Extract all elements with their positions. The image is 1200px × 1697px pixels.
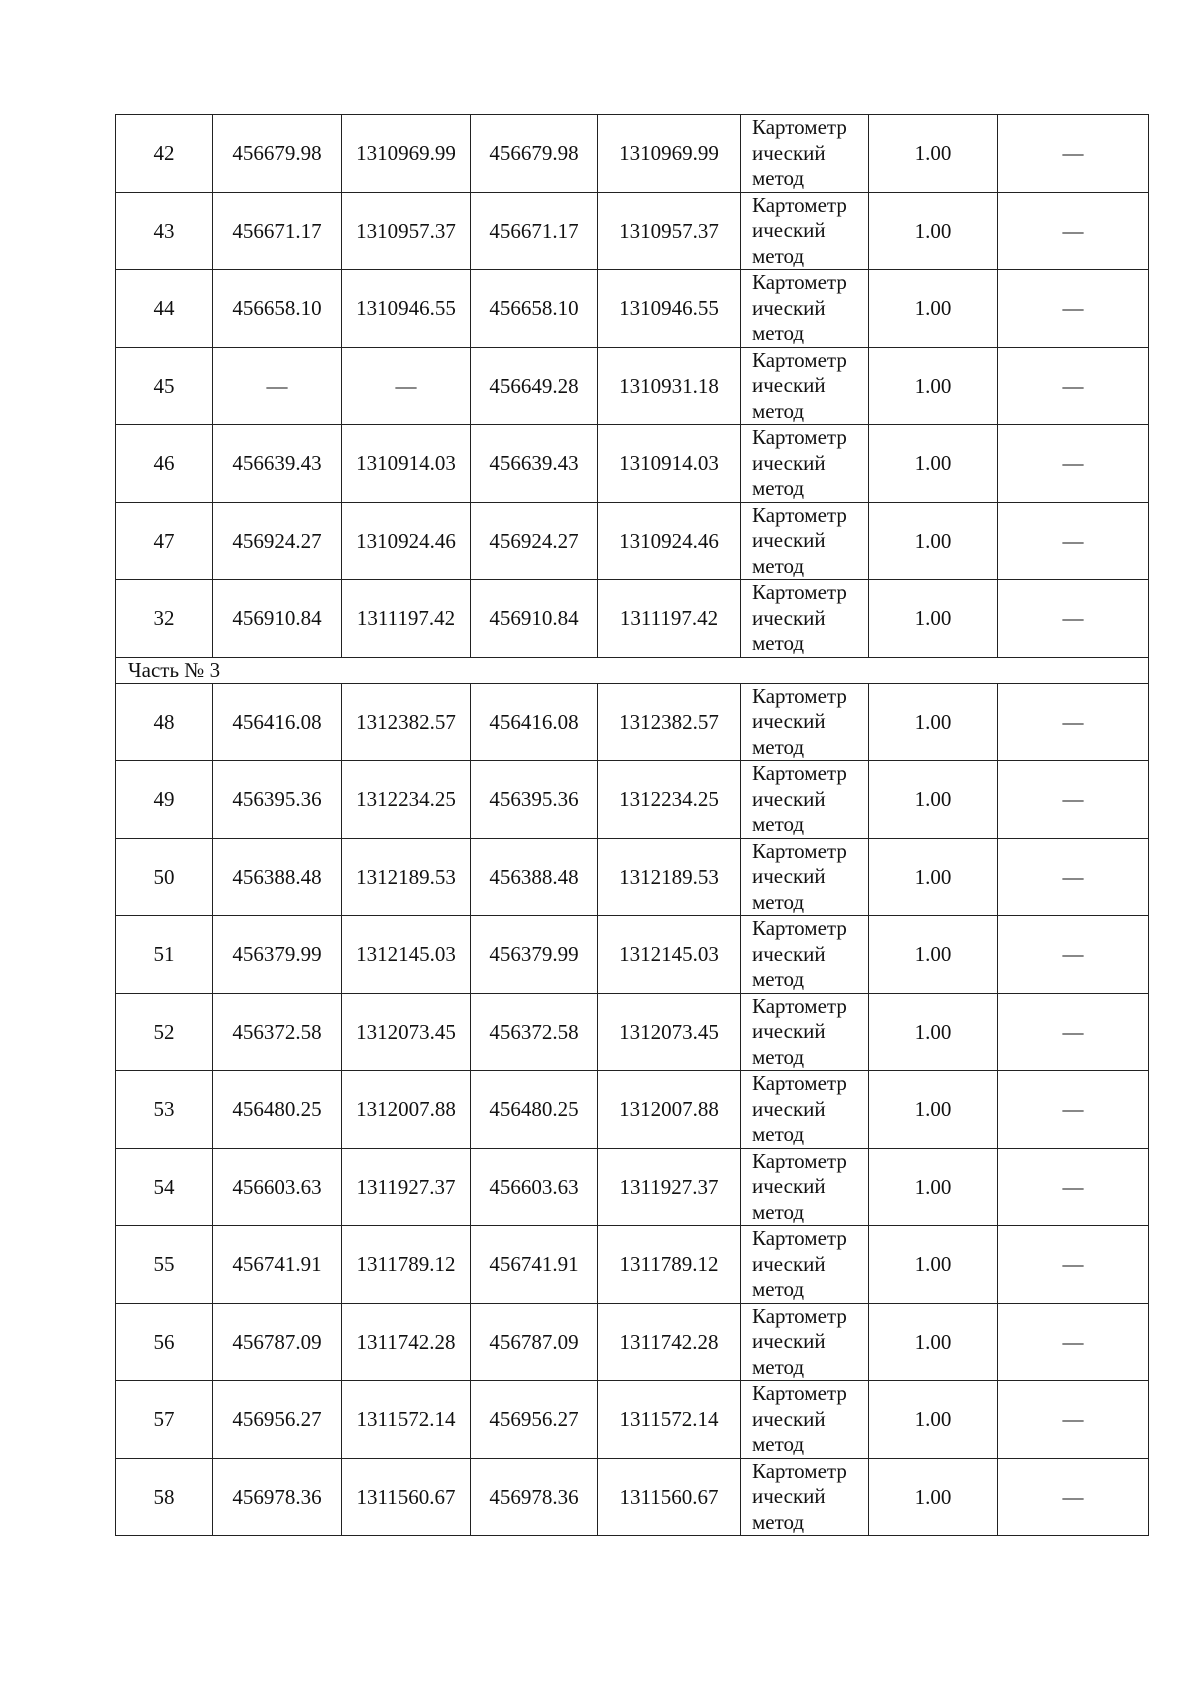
note-cell: — xyxy=(998,192,1149,270)
method-cell: Картометр ический метод xyxy=(741,683,869,761)
y-new-cell: 1312073.45 xyxy=(598,993,741,1071)
y-existing-cell: 1312145.03 xyxy=(342,916,471,994)
accuracy-cell: 1.00 xyxy=(869,683,998,761)
method-cell: Картометр ический метод xyxy=(741,916,869,994)
y-new-cell: 1312189.53 xyxy=(598,838,741,916)
y-existing-cell: 1310969.99 xyxy=(342,115,471,193)
table-row xyxy=(116,192,1149,270)
x-existing-cell: — xyxy=(213,347,342,425)
table-row xyxy=(116,1303,1149,1381)
x-new-cell: 456639.43 xyxy=(471,425,598,503)
point-number-cell: 56 xyxy=(116,1303,213,1381)
accuracy-cell: 1.00 xyxy=(869,425,998,503)
x-existing-cell: 456379.99 xyxy=(213,916,342,994)
y-existing-cell: 1312382.57 xyxy=(342,683,471,761)
method-cell: Картометр ический метод xyxy=(741,1226,869,1304)
x-new-cell: 456603.63 xyxy=(471,1148,598,1226)
x-new-cell: 456372.58 xyxy=(471,993,598,1071)
point-number-cell: 49 xyxy=(116,761,213,839)
y-new-cell: 1311927.37 xyxy=(598,1148,741,1226)
y-existing-cell: 1311927.37 xyxy=(342,1148,471,1226)
accuracy-cell: 1.00 xyxy=(869,1381,998,1459)
x-new-cell: 456416.08 xyxy=(471,683,598,761)
note-cell: — xyxy=(998,1148,1149,1226)
accuracy-cell: 1.00 xyxy=(869,502,998,580)
x-new-cell: 456671.17 xyxy=(471,192,598,270)
y-existing-cell: 1310924.46 xyxy=(342,502,471,580)
x-new-cell: 456956.27 xyxy=(471,1381,598,1459)
note-cell: — xyxy=(998,916,1149,994)
y-existing-cell: 1310957.37 xyxy=(342,192,471,270)
x-existing-cell: 456978.36 xyxy=(213,1458,342,1536)
x-existing-cell: 456671.17 xyxy=(213,192,342,270)
x-new-cell: 456910.84 xyxy=(471,580,598,658)
method-cell: Картометр ический метод xyxy=(741,1458,869,1536)
table-row xyxy=(116,425,1149,503)
method-cell: Картометр ический метод xyxy=(741,761,869,839)
accuracy-cell: 1.00 xyxy=(869,1226,998,1304)
note-cell: — xyxy=(998,1381,1149,1459)
accuracy-cell: 1.00 xyxy=(869,1071,998,1149)
table-body-part-a xyxy=(116,115,1149,658)
accuracy-cell: 1.00 xyxy=(869,192,998,270)
y-new-cell: 1311197.42 xyxy=(598,580,741,658)
method-cell: Картометр ический метод xyxy=(741,1381,869,1459)
x-new-cell: 456649.28 xyxy=(471,347,598,425)
note-cell: — xyxy=(998,993,1149,1071)
point-number-cell: 54 xyxy=(116,1148,213,1226)
x-new-cell: 456924.27 xyxy=(471,502,598,580)
x-existing-cell: 456910.84 xyxy=(213,580,342,658)
note-cell: — xyxy=(998,1071,1149,1149)
y-new-cell: 1312007.88 xyxy=(598,1071,741,1149)
note-cell: — xyxy=(998,580,1149,658)
x-existing-cell: 456603.63 xyxy=(213,1148,342,1226)
x-existing-cell: 456372.58 xyxy=(213,993,342,1071)
y-new-cell: 1310957.37 xyxy=(598,192,741,270)
x-new-cell: 456787.09 xyxy=(471,1303,598,1381)
x-new-cell: 456388.48 xyxy=(471,838,598,916)
method-cell: Картометр ический метод xyxy=(741,115,869,193)
method-cell: Картометр ический метод xyxy=(741,838,869,916)
y-existing-cell: 1312189.53 xyxy=(342,838,471,916)
method-cell: Картометр ический метод xyxy=(741,502,869,580)
method-cell: Картометр ический метод xyxy=(741,270,869,348)
x-existing-cell: 456639.43 xyxy=(213,425,342,503)
point-number-cell: 58 xyxy=(116,1458,213,1536)
y-existing-cell: 1312007.88 xyxy=(342,1071,471,1149)
x-existing-cell: 456388.48 xyxy=(213,838,342,916)
x-existing-cell: 456480.25 xyxy=(213,1071,342,1149)
method-cell: Картометр ический метод xyxy=(741,580,869,658)
method-cell: Картометр ический метод xyxy=(741,425,869,503)
x-existing-cell: 456787.09 xyxy=(213,1303,342,1381)
table-row xyxy=(116,683,1149,761)
table-row xyxy=(116,270,1149,348)
accuracy-cell: 1.00 xyxy=(869,993,998,1071)
note-cell: — xyxy=(998,115,1149,193)
note-cell: — xyxy=(998,761,1149,839)
y-new-cell: 1310946.55 xyxy=(598,270,741,348)
x-new-cell: 456741.91 xyxy=(471,1226,598,1304)
method-cell: Картометр ический метод xyxy=(741,1071,869,1149)
x-existing-cell: 456416.08 xyxy=(213,683,342,761)
table-row xyxy=(116,580,1149,658)
table-row xyxy=(116,115,1149,193)
x-existing-cell: 456395.36 xyxy=(213,761,342,839)
note-cell: — xyxy=(998,838,1149,916)
x-existing-cell: 456741.91 xyxy=(213,1226,342,1304)
point-number-cell: 52 xyxy=(116,993,213,1071)
point-number-cell: 55 xyxy=(116,1226,213,1304)
y-existing-cell: 1312073.45 xyxy=(342,993,471,1071)
table-body-part-b xyxy=(116,683,1149,1536)
section-row xyxy=(116,657,1149,683)
point-number-cell: 48 xyxy=(116,683,213,761)
point-number-cell: 47 xyxy=(116,502,213,580)
y-new-cell: 1312145.03 xyxy=(598,916,741,994)
table-row xyxy=(116,838,1149,916)
note-cell: — xyxy=(998,1458,1149,1536)
x-existing-cell: 456658.10 xyxy=(213,270,342,348)
point-number-cell: 46 xyxy=(116,425,213,503)
y-new-cell: 1312234.25 xyxy=(598,761,741,839)
point-number-cell: 57 xyxy=(116,1381,213,1459)
x-new-cell: 456379.99 xyxy=(471,916,598,994)
method-cell: Картометр ический метод xyxy=(741,347,869,425)
y-existing-cell: 1311560.67 xyxy=(342,1458,471,1536)
point-number-cell: 45 xyxy=(116,347,213,425)
y-new-cell: 1310914.03 xyxy=(598,425,741,503)
method-cell: Картометр ический метод xyxy=(741,993,869,1071)
point-number-cell: 44 xyxy=(116,270,213,348)
y-existing-cell: 1312234.25 xyxy=(342,761,471,839)
y-existing-cell: 1311742.28 xyxy=(342,1303,471,1381)
accuracy-cell: 1.00 xyxy=(869,838,998,916)
note-cell: — xyxy=(998,683,1149,761)
point-number-cell: 51 xyxy=(116,916,213,994)
y-new-cell: 1310924.46 xyxy=(598,502,741,580)
accuracy-cell: 1.00 xyxy=(869,115,998,193)
note-cell: — xyxy=(998,425,1149,503)
table-row xyxy=(116,916,1149,994)
table-row xyxy=(116,993,1149,1071)
accuracy-cell: 1.00 xyxy=(869,270,998,348)
table-row xyxy=(116,347,1149,425)
y-new-cell: 1311742.28 xyxy=(598,1303,741,1381)
y-new-cell: 1310969.99 xyxy=(598,115,741,193)
x-new-cell: 456978.36 xyxy=(471,1458,598,1536)
method-cell: Картометр ический метод xyxy=(741,1303,869,1381)
table-row xyxy=(116,1458,1149,1536)
point-number-cell: 42 xyxy=(116,115,213,193)
table-row xyxy=(116,1381,1149,1459)
accuracy-cell: 1.00 xyxy=(869,761,998,839)
method-cell: Картометр ический метод xyxy=(741,192,869,270)
table-section-part-3 xyxy=(116,657,1149,683)
y-existing-cell: 1310914.03 xyxy=(342,425,471,503)
accuracy-cell: 1.00 xyxy=(869,916,998,994)
y-new-cell: 1311789.12 xyxy=(598,1226,741,1304)
x-new-cell: 456679.98 xyxy=(471,115,598,193)
point-number-cell: 32 xyxy=(116,580,213,658)
x-new-cell: 456395.36 xyxy=(471,761,598,839)
table-row xyxy=(116,1148,1149,1226)
y-new-cell: 1311560.67 xyxy=(598,1458,741,1536)
y-new-cell: 1311572.14 xyxy=(598,1381,741,1459)
x-existing-cell: 456956.27 xyxy=(213,1381,342,1459)
x-new-cell: 456658.10 xyxy=(471,270,598,348)
y-new-cell: 1312382.57 xyxy=(598,683,741,761)
table-row xyxy=(116,502,1149,580)
note-cell: — xyxy=(998,270,1149,348)
accuracy-cell: 1.00 xyxy=(869,1458,998,1536)
note-cell: — xyxy=(998,1226,1149,1304)
method-cell: Картометр ический метод xyxy=(741,1148,869,1226)
y-new-cell: 1310931.18 xyxy=(598,347,741,425)
table-row xyxy=(116,1071,1149,1149)
x-existing-cell: 456679.98 xyxy=(213,115,342,193)
accuracy-cell: 1.00 xyxy=(869,1303,998,1381)
note-cell: — xyxy=(998,502,1149,580)
y-existing-cell: 1311572.14 xyxy=(342,1381,471,1459)
accuracy-cell: 1.00 xyxy=(869,580,998,658)
table-row xyxy=(116,761,1149,839)
y-existing-cell: 1311789.12 xyxy=(342,1226,471,1304)
x-new-cell: 456480.25 xyxy=(471,1071,598,1149)
point-number-cell: 43 xyxy=(116,192,213,270)
accuracy-cell: 1.00 xyxy=(869,1148,998,1226)
accuracy-cell: 1.00 xyxy=(869,347,998,425)
coordinates-table xyxy=(115,114,1149,1536)
point-number-cell: 50 xyxy=(116,838,213,916)
y-existing-cell: 1311197.42 xyxy=(342,580,471,658)
point-number-cell: 53 xyxy=(116,1071,213,1149)
note-cell: — xyxy=(998,1303,1149,1381)
y-existing-cell: 1310946.55 xyxy=(342,270,471,348)
table-row xyxy=(116,1226,1149,1304)
section-label: Часть № 3 xyxy=(116,657,1149,683)
note-cell: — xyxy=(998,347,1149,425)
x-existing-cell: 456924.27 xyxy=(213,502,342,580)
y-existing-cell: — xyxy=(342,347,471,425)
